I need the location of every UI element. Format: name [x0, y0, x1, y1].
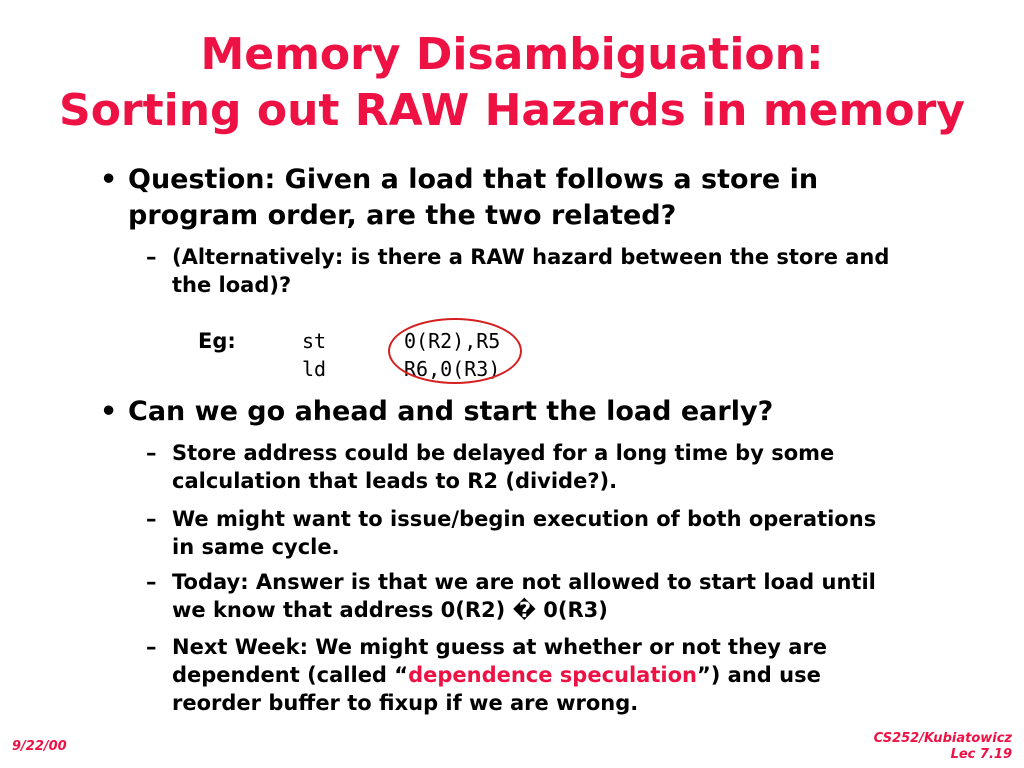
sub-bullet-today [146, 568, 896, 624]
dependence-speculation-term: dependence speculation [408, 663, 697, 687]
sub-bullet-same-cycle-text: We might want to issue/begin execution of both operations in same cycle. [172, 507, 877, 559]
slide-title-line-1: Memory Disambiguation: [200, 29, 824, 80]
footer-course-info [874, 731, 1012, 763]
dash-marker: – [146, 635, 157, 659]
sub-bullet-today-text: Today: Answer is that we are not allowed to start load until we know that address 0(R2) � 0(R3) [172, 570, 876, 622]
slide-title-line-2: Sorting out RAW Hazards in memory [59, 85, 965, 136]
example-args-store: 0(R2),R5 [404, 329, 501, 353]
example-label: Eg: [198, 329, 236, 353]
example-op-load: ld [302, 357, 327, 381]
bullet-marker: • [100, 164, 118, 195]
sub-bullet-alternatively-text: (Alternatively: is there a RAW hazard between the store and the load)? [172, 245, 890, 297]
sub-bullet-alternatively [146, 243, 896, 299]
sub-bullet-next-week-text [146, 633, 896, 717]
bullet-question-text: Question: Given a load that follows a store in program order, are the two related? [128, 164, 819, 231]
bullet-load-early [100, 394, 900, 430]
footer-date: 9/22/00 [12, 739, 67, 754]
address-highlight-circle [388, 318, 522, 384]
sub-bullet-same-cycle [146, 505, 896, 561]
dash-marker: – [146, 441, 157, 465]
example-args-load: R6,0(R3) [404, 357, 501, 381]
dash-marker: – [146, 245, 157, 269]
next-week-text-after: ”) and use reorder buffer to fixup if we are wrong. [172, 663, 821, 715]
bullet-question [100, 162, 900, 234]
bullet-load-early-text: Can we go ahead and start the load early? [128, 396, 774, 427]
footer-lecture: Lec 7.19 [950, 747, 1012, 762]
sub-bullet-store-address-text: Store address could be delayed for a long time by some calculation that leads to R2 (divide?). [172, 441, 835, 493]
dash-marker: – [146, 570, 157, 594]
next-week-text-before: Next Week: We might guess at whether or not they are dependent (called “ [172, 635, 828, 687]
dash-marker: – [146, 507, 157, 531]
sub-bullet-next-week [146, 633, 896, 717]
bullet-marker: • [100, 396, 118, 427]
footer-course: CS252/Kubiatowicz [873, 731, 1012, 746]
sub-bullet-store-address [146, 439, 896, 495]
example-op-store: st [302, 329, 327, 353]
